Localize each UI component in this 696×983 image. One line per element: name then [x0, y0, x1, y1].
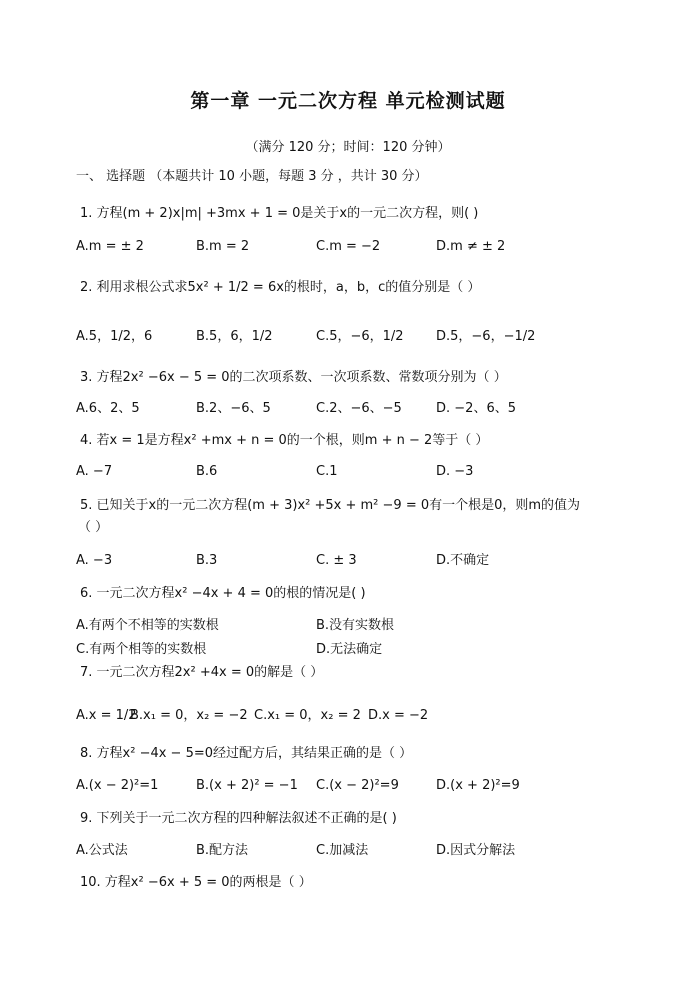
question-10-stem: 10. 方程x² −6x + 5 = 0的两根是（ ）: [80, 875, 312, 890]
section-heading: 一、 选择题 （本题共计 10 小题，每题 3 分 ，共计 30 分）: [76, 169, 428, 184]
question-7-stem: 7. 一元二次方程2x² +4x = 0的解是（ ）: [80, 665, 324, 680]
question-2-option-b: B.5，6，1/2: [196, 329, 273, 344]
question-1-option-d: D.m ≠ ± 2: [436, 239, 506, 254]
question-3-option-a: A.6、2、5: [76, 401, 140, 416]
question-4-option-a: A. −7: [76, 464, 113, 479]
question-5-option-c: C. ± 3: [316, 553, 357, 568]
question-8-option-d: D.(x + 2)²=9: [436, 778, 520, 793]
question-5-stem: 5. 已知关于x的一元二次方程(m + 3)x² +5x + m² −9 = 0有一个根是0，则m的值为: [80, 498, 581, 513]
question-9-option-a: A.公式法: [76, 843, 128, 858]
exam-info: （满分 120 分；时间：120 分钟）: [245, 140, 451, 155]
question-6-stem: 6. 一元二次方程x² −4x + 4 = 0的根的情况是( ): [80, 586, 366, 601]
question-5-option-a: A. −3: [76, 553, 113, 568]
question-4-option-d: D. −3: [436, 464, 474, 479]
question-6-option-b: B.没有实数根: [316, 618, 395, 633]
question-9-option-b: B.配方法: [196, 843, 249, 858]
question-8-option-a: A.(x − 2)²=1: [76, 778, 159, 793]
question-3-option-d: D. −2、6、5: [436, 401, 516, 416]
question-2-option-a: A.5，1/2，6: [76, 329, 153, 344]
question-9-option-d: D.因式分解法: [436, 843, 516, 858]
question-8-option-b: B.(x + 2)² = −1: [196, 778, 298, 793]
question-8-stem: 8. 方程x² −4x − 5=0经过配方后，其结果正确的是（ ）: [80, 746, 413, 761]
question-4-stem: 4. 若x = 1是方程x² +mx + n = 0的一个根，则m + n − 2等于（ ）: [80, 433, 489, 448]
question-2-option-c: C.5，−6，1/2: [316, 329, 404, 344]
question-6-option-d: D.无法确定: [316, 642, 383, 657]
question-5-option-b: B.3: [196, 553, 218, 568]
question-4-option-c: C.1: [316, 464, 338, 479]
question-3-stem: 3. 方程2x² −6x − 5 = 0的二次项系数、一次项系数、常数项分别为（ ）: [80, 370, 507, 385]
question-6-option-c: C.有两个相等的实数根: [76, 642, 207, 657]
question-1-stem: 1. 方程(m + 2)x|m| +3mx + 1 = 0是关于x的一元二次方程，则( ): [80, 206, 479, 221]
question-1-option-a: A.m = ± 2: [76, 239, 144, 254]
question-6-option-a: A.有两个不相等的实数根: [76, 618, 219, 633]
question-4-option-b: B.6: [196, 464, 218, 479]
question-9-stem: 9. 下列关于一元二次方程的四种解法叙述不正确的是( ): [80, 811, 397, 826]
question-3-option-b: B.2、−6、5: [196, 401, 271, 416]
question-7-option-a: A.x = 1/2: [76, 708, 137, 723]
question-8-option-c: C.(x − 2)²=9: [316, 778, 399, 793]
question-7-option-c: C.x₁ = 0，x₂ = 2: [254, 708, 361, 723]
question-1-option-b: B.m = 2: [196, 239, 250, 254]
question-7-option-b: B.x₁ = 0，x₂ = −2: [130, 708, 248, 723]
question-1-option-c: C.m = −2: [316, 239, 381, 254]
question-2-stem: 2. 利用求根公式求5x² + 1/2 = 6x的根时，a，b，c的值分别是（ ）: [80, 280, 481, 295]
question-5-option-d: D.不确定: [436, 553, 490, 568]
question-2-option-d: D.5，−6，−1/2: [436, 329, 536, 344]
question-3-option-c: C.2、−6、−5: [316, 401, 402, 416]
page-title: 第一章 一元二次方程 单元检测试题: [190, 90, 506, 112]
question-5-answer-blank: （ ）: [78, 520, 109, 535]
question-9-option-c: C.加减法: [316, 843, 369, 858]
question-7-option-d: D.x = −2: [368, 708, 429, 723]
